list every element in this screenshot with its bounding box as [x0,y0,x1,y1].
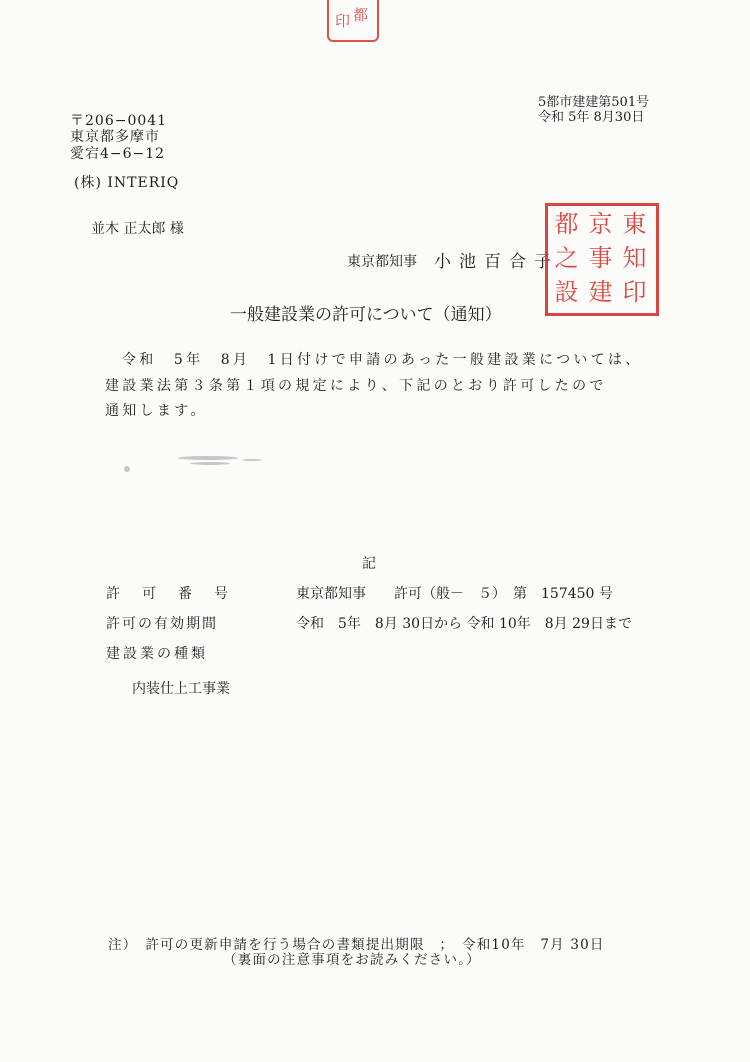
postal-code: 〒206−0041 [70,113,168,129]
seal-char: 建 [588,278,613,306]
seal-char: 事 [588,244,613,272]
seal-char: 設 [554,278,579,306]
sender-name: 小池百合子 [434,252,559,272]
address-line1: 東京都多摩市 [70,129,160,145]
validity-period-value: 令和 5年 8月 30日から 令和 10年 8月 29日まで [296,616,632,632]
official-seal-top [327,0,379,42]
document-date: 令和 5年 8月30日 [538,110,645,125]
address-line2: 愛宕4−6−12 [70,146,166,162]
body-line-1: 令和 5年 8月 1日付けで申請のあった一般建設業については、 [122,352,643,368]
body-line-2: 建設業法第３条第１項の規定により、下記のとおり許可したので [105,378,607,394]
document-title: 一般建設業の許可について（通知） [230,305,502,325]
seal-char: 東 [622,210,647,238]
company-name: (株) INTERIQ [74,175,180,191]
sender-title: 東京都知事 [347,254,417,270]
license-number-label: 許 可 番 号 [106,586,232,602]
business-type-value: 内装仕上工事業 [132,681,230,697]
seal-char: 京 [588,210,613,238]
license-number-value: 東京都知事 許可（般－ ５） 第 157450 号 [296,586,613,602]
validity-period-label: 許可の有効期間 [106,616,218,632]
seal-char: 印 [622,278,647,306]
seal-top-char: 都 [353,6,369,24]
seal-top-char: 印 [335,12,351,30]
document-number: 5都市建建第501号 [538,95,650,110]
seal-char: 知 [622,244,647,272]
note-line-2: （裏面の注意事項をお読みください。） [223,952,481,968]
recipient-name: 並木 正太郎 様 [91,221,184,237]
seal-char: 之 [554,244,579,272]
seal-char: 都 [554,210,579,238]
note-line-1: 注） 許可の更新申請を行う場合の書類提出期限 ； 令和10年 7月 30日 [108,937,605,953]
business-type-label: 建設業の種類 [106,646,208,662]
governor-official-seal [545,203,659,316]
record-heading: 記 [362,556,376,572]
body-line-3: 通知します。 [105,403,208,419]
